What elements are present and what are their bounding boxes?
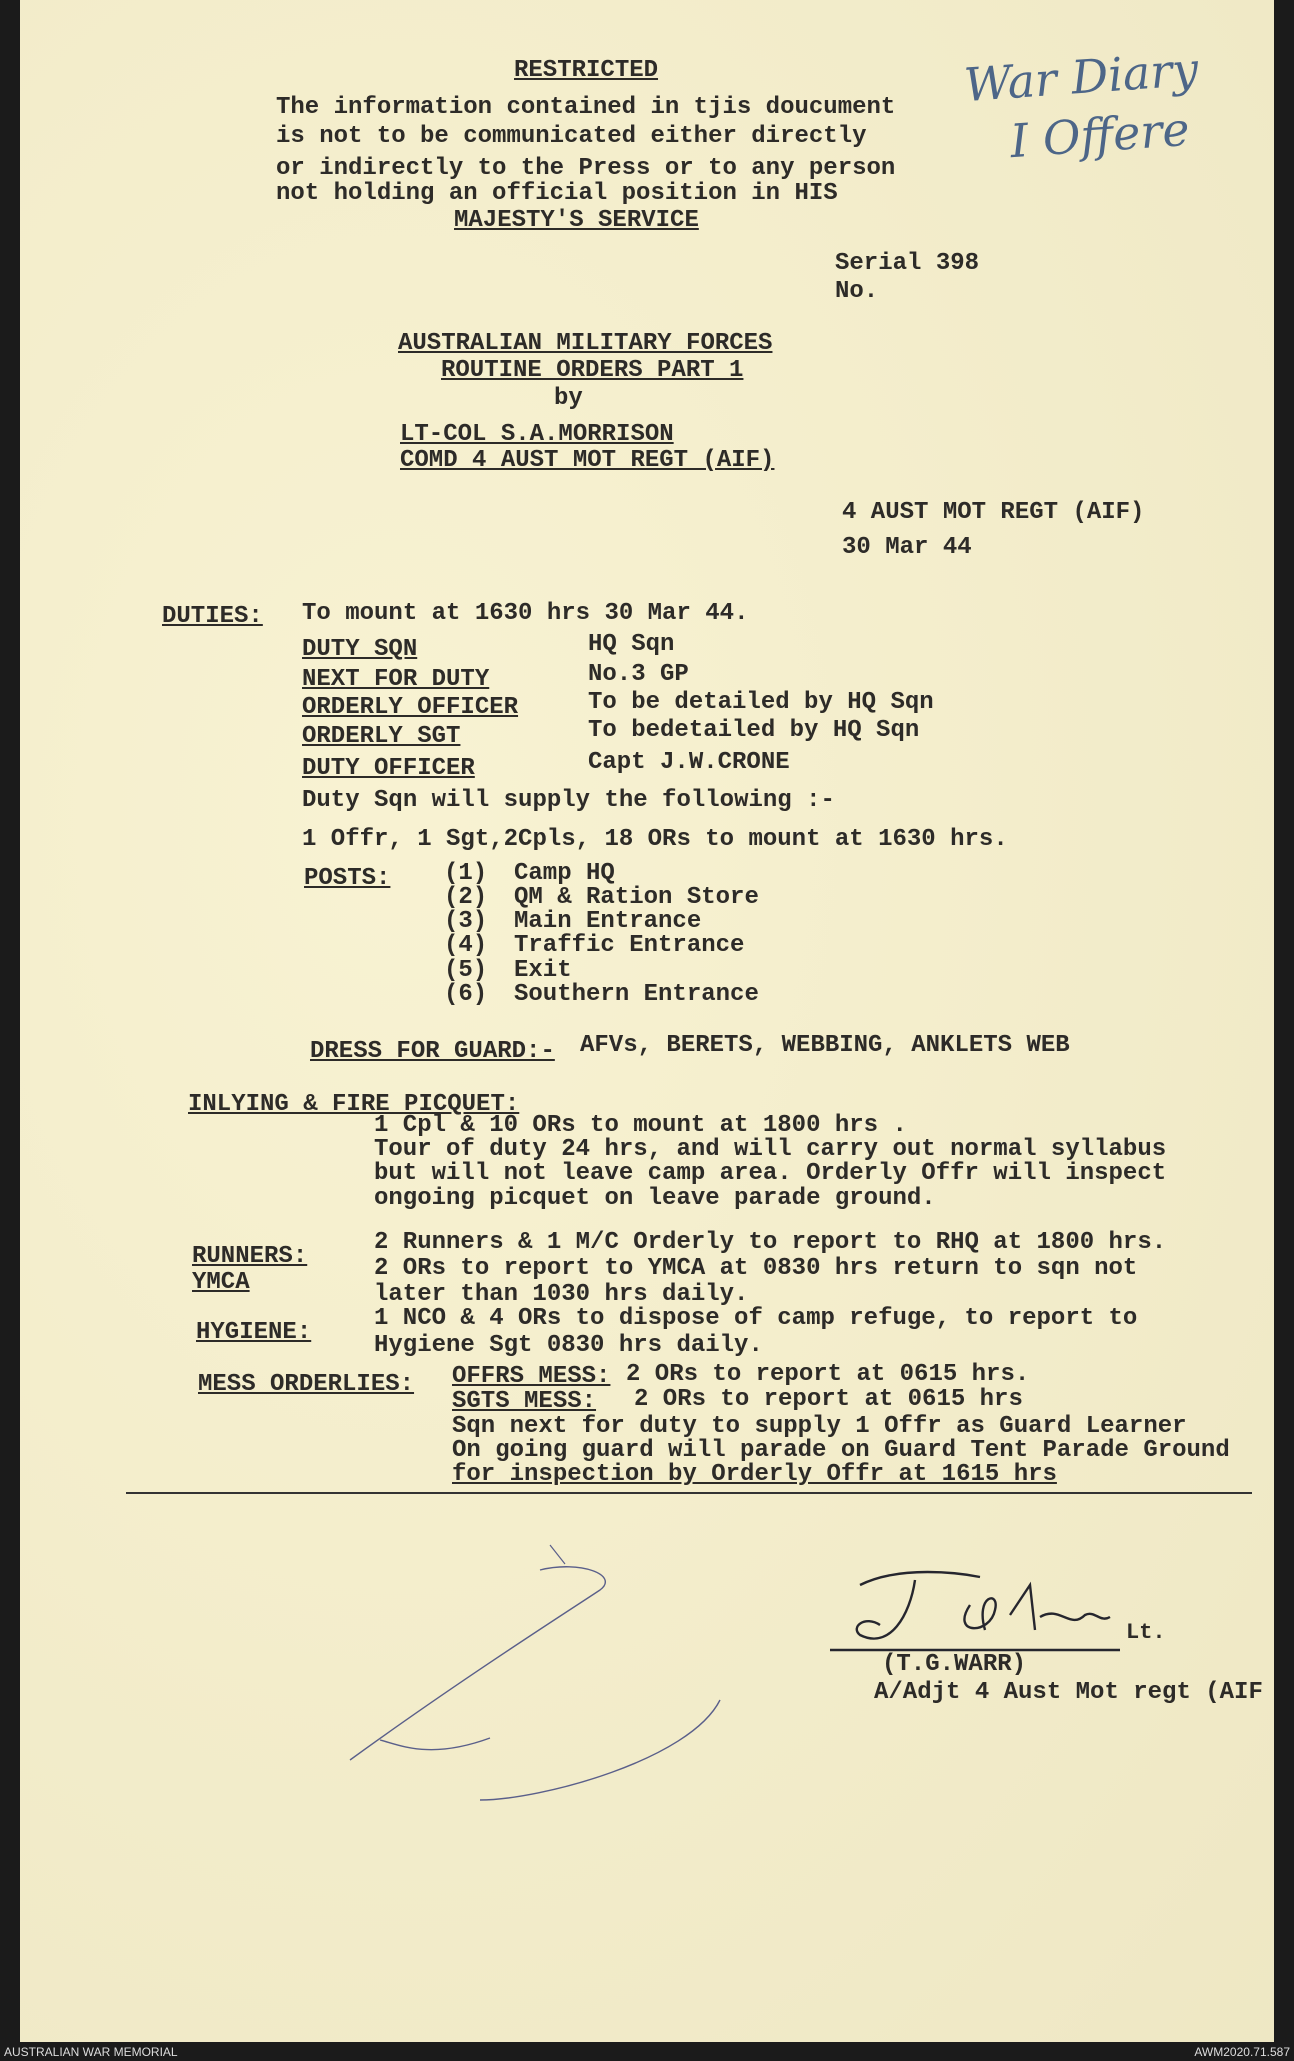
ymca-line-2: later than 1030 hrs daily. [374,1281,749,1308]
duty-officer-value: Capt J.W.CRONE [588,749,790,776]
post-3-num: (3) [444,908,488,935]
post-2-num: (2) [444,884,488,911]
pencil-scribble [20,0,1274,2042]
duties-label: DUTIES: [162,603,263,630]
orderly-officer-value: To be detailed by HQ Sqn [588,689,934,716]
title-forces: AUSTRALIAN MILITARY FORCES [398,330,773,357]
signature-name: (T.G.WARR) [882,1651,1027,1678]
runners-label: RUNNERS: [192,1243,308,1270]
post-5-text: Exit [514,957,572,984]
sgts-mess-label: SGTS MESS: [452,1388,597,1415]
post-6-text: Southern Entrance [514,981,759,1008]
post-2-text: QM & Ration Store [514,884,759,911]
footer-archive-label: AUSTRALIAN WAR MEMORIAL [4,2045,178,2059]
order-date: 30 Mar 44 [842,534,972,561]
post-5-num: (5) [444,957,488,984]
mess-line-2: On going guard will parade on Guard Tent Parade Ground [452,1437,1230,1464]
hygiene-label: HYGIENE: [196,1319,312,1346]
notice-line-3: or indirectly to the Press or to any person [276,155,896,182]
picquet-line-4: ongoing picquet on leave parade ground. [374,1185,936,1212]
serial-number: Serial 398 [835,250,980,277]
orderly-officer-label: ORDERLY OFFICER [302,694,519,721]
title-by: by [554,385,583,412]
duty-sqn-label: DUTY SQN [302,636,418,663]
document-page [20,0,1274,2042]
picquet-label: INLYING & FIRE PICQUET: [188,1091,520,1118]
next-for-duty-value: No.3 GP [588,661,689,688]
orderly-sgt-value: To bedetailed by HQ Sqn [588,717,920,744]
title-command: COMD 4 AUST MOT REGT (AIF) [400,447,775,474]
post-1-num: (1) [444,860,488,887]
restricted-heading: RESTRICTED [514,57,659,84]
title-commander: LT-COL S.A.MORRISON [400,421,674,448]
runners-text: 2 Runners & 1 M/C Orderly to report to RHQ at 1800 hrs. [374,1229,1167,1256]
orderly-sgt-label: ORDERLY SGT [302,723,461,750]
post-1-text: Camp HQ [514,860,615,887]
handwritten-i-offere: I Offere [1008,101,1192,169]
dress-label: DRESS FOR GUARD:- [310,1038,555,1065]
signature-mark [820,1555,1140,1665]
guard-composition: 1 Offr, 1 Sgt,2Cpls, 18 ORs to mount at 1630 hrs. [302,826,1008,853]
offrs-mess-text: 2 ORs to report at 0615 hrs. [626,1361,1030,1388]
title-routine-orders: ROUTINE ORDERS PART 1 [441,357,744,384]
duty-officer-label: DUTY OFFICER [302,755,475,782]
mess-line-1: Sqn next for duty to supply 1 Offr as Guard Learner [452,1413,1187,1440]
sgts-mess-text: 2 ORs to report at 0615 hrs [634,1386,1023,1413]
handwritten-war-diary: War Diary [962,41,1200,113]
notice-line-4: not holding an official position in HIS [276,180,838,207]
ymca-line-1: 2 ORs to report to YMCA at 0830 hrs return to sqn not [374,1255,1138,1282]
picquet-line-1: 1 Cpl & 10 ORs to mount at 1800 hrs . [374,1112,907,1139]
mess-orderlies-label: MESS ORDERLIES: [198,1371,415,1398]
picquet-line-3: but will not leave camp area. Orderly Offr will inspect [374,1160,1167,1187]
ymca-label: YMCA [192,1269,250,1296]
post-4-num: (4) [444,932,488,959]
notice-line-2: is not to be communicated either directly [276,123,867,150]
duty-supply-text: Duty Sqn will supply the following :- [302,787,835,814]
duties-mount: To mount at 1630 hrs 30 Mar 44. [302,600,749,627]
signature-title: A/Adjt 4 Aust Mot regt (AIF [874,1679,1263,1706]
hygiene-line-1: 1 NCO & 4 ORs to dispose of camp refuge, to report to [374,1305,1138,1332]
signature-rank: Lt. [1126,1620,1166,1645]
mess-line-3: for inspection by Orderly Offr at 1615 hrs [452,1461,1057,1488]
hygiene-line-2: Hygiene Sgt 0830 hrs daily. [374,1332,763,1359]
footer-accession-number: AWM2020.71.587 [1194,2045,1290,2059]
posts-label: POSTS: [304,865,391,892]
next-for-duty-label: NEXT FOR DUTY [302,666,490,693]
notice-line-1: The information contained in tjis doucument [276,94,896,121]
picquet-line-2: Tour of duty 24 hrs, and will carry out normal syllabus [374,1136,1167,1163]
post-3-text: Main Entrance [514,908,702,935]
post-6-num: (6) [444,981,488,1008]
serial-no-label: No. [835,278,879,305]
dress-text: AFVs, BERETS, WEBBING, ANKLETS WEB [580,1032,1070,1059]
notice-line-5: MAJESTY'S SERVICE [454,207,699,234]
duty-sqn-value: HQ Sqn [588,631,675,658]
unit-name: 4 AUST MOT REGT (AIF) [842,499,1145,526]
post-4-text: Traffic Entrance [514,932,745,959]
offrs-mess-label: OFFRS MESS: [452,1363,611,1390]
